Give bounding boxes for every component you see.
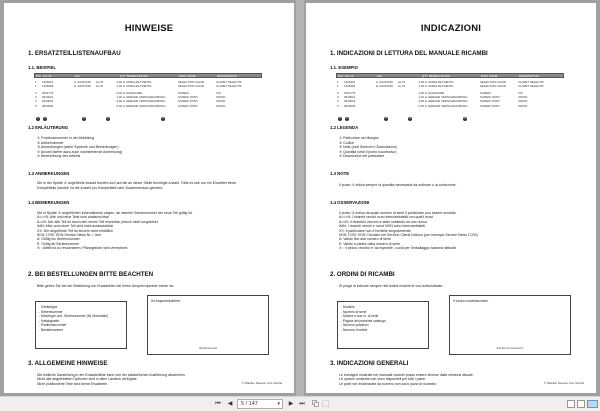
- page-left: [4, 3, 294, 393]
- table-row: 2 0001775 2,00 st SCHRAUBE SCREW VIS: [35, 90, 221, 95]
- legend-list: ① Positionsnummer in der Abbildung ② Artikelnummer ③ Anmerkungen (siehe Symbole und Bemerkungen) ④ Anzahl (siehe dazu auch nachstehende Anmerkung) ⑤ Bezeichnung des Artikels: [37, 136, 123, 159]
- subsection-heading: 1.1. BEISPIEL: [28, 65, 56, 70]
- last-page-button[interactable]: ⏭: [299, 401, 305, 407]
- example-parts-table: [336, 73, 564, 108]
- copyright: © Wacker Neuson Linz GmbH: [543, 381, 584, 385]
- column-markers: [37, 117, 244, 123]
- marker-1: 1: [339, 117, 341, 120]
- fit-width-icon: [322, 400, 329, 407]
- two-page-view-icon[interactable]: [587, 400, 598, 408]
- order-intro: Si prega di indicare sempre nell'ordine ricambi le voci sottoindicate:: [339, 284, 444, 288]
- col-header: QTY: [422, 73, 428, 78]
- subsection-heading: 1.1. ESEMPIO: [330, 65, 358, 70]
- section-heading: 3. ALLGEMEINE HINWEISE: [28, 360, 108, 367]
- col-header: PART NAME: [481, 73, 498, 78]
- page-number-input[interactable]: [237, 399, 283, 409]
- remarks-list: Die in Spalte ③ angeführten Informationen zeigen, ab welcher Seriennummer der neue Teil gültig ist. A<=>N: Alte und neue Teile sind austauschbar A=>N: Der alte Teil ist durch den neuen Teil ersetzbar, jedoch nicht umgekehrt A#N: Alter und neuer Teil sind nicht austauschbar XX: Der angeführte Teil ist einzeln nicht erhältlich KDN 17/00: KDN Service News Nr. / Jahr A: Gültig bis Seriennummer E: Gültig ab Seriennummer ④ : Altteil ist zu retournieren; Pfandgebühr wird verrechnet.: [37, 211, 193, 251]
- marker-2: 2: [44, 117, 46, 120]
- table-row: 5 0910030 2,00 st GERADE VERSCHRAUBUNG SCREW JOINT UNION: [35, 103, 226, 108]
- continuous-view-icon[interactable]: [577, 400, 585, 408]
- subsection-heading: 1.2 ERLÄUTERUNG: [28, 125, 69, 130]
- col-header: QTY: [120, 73, 126, 78]
- first-page-button[interactable]: ⏮: [215, 401, 221, 407]
- table-row: 3 0910021 1,00 st GERADE VERSCHRAUBUNG SCREW JOINT UNION: [337, 95, 528, 100]
- marker-2: 2: [346, 117, 348, 120]
- order-info-box: - Gerätetype - Seriennummer - Motortype und -Seriennummer (für Motorteile) - Katalogseite - Positionsnummer - Bestellnummer: [35, 301, 127, 349]
- subsection-heading: 1.3 NOTE: [330, 171, 350, 176]
- page-title: HINWEISE: [124, 23, 174, 34]
- column-markers: [339, 117, 546, 123]
- notes-text: Die in der Spalte ④ angeführte Anzahl bezieht sich auf die an dieser Stelle benötigte Anzahl. Falls es sich um ein Einzelteil eines Kompletteils handelt, ist die Anzahl pro Komplettteil oder Zusammenbau gemeint.: [37, 181, 237, 190]
- dealer-stamp-box: Ihr Ansprechpartner: Händlerstempel: [147, 295, 269, 355]
- section-heading: 3. INDICAZIONI GENERALI: [330, 360, 409, 367]
- order-intro: Bitte geben Sie bei der Bestellung von Ersatzteilen bei Ihrem Ansprechpartner immer an:: [37, 284, 175, 288]
- single-page-view-icon[interactable]: [567, 400, 575, 408]
- table-header: [34, 73, 262, 78]
- subsection-heading: 1.2 LEGENDA: [330, 125, 359, 130]
- example-parts-table: [34, 73, 262, 108]
- rotate-icon[interactable]: [311, 400, 319, 409]
- marker-1: 1: [37, 117, 39, 120]
- table-row: 1 1426410 A: AA007230 à+=N 1,00 st UMSCHALTVENTIL SELECTION VALVE CLAPET SELECTIF: [35, 80, 242, 85]
- col-header: Art.-Nr.: [345, 73, 355, 78]
- table-row: 1 1426410 A: AA007230 à+=N 1,00 st UMSCHALTVENTIL SELECTION VALVE CLAPET SELECTIF: [337, 80, 544, 85]
- section-heading: 2. ORDINI DI RICAMBI: [330, 271, 395, 278]
- col-header: PART NAME: [179, 73, 196, 78]
- general-notes: Le immagini mostrate nel manuale ricambi posso essere diverse dalla versione attuale. Le opzioni mostrate non sono disponibili per tutti i paesi. Le parti non evidenziate da numero non sono pazzi di ricambio.: [339, 373, 474, 386]
- notes-text: Il punto ④ indica sempre la quantità necessaria da ordinare o la confezione.: [339, 183, 457, 187]
- page-right: [306, 3, 596, 393]
- copy-page-icon: [312, 400, 319, 407]
- section-heading: 2. BEI BESTELLUNGEN BITTE BEACHTEN: [28, 271, 154, 278]
- table-row: 4 0910024 4,00 st GERADE VERSCHRAUBUNG SCREW JOINT UNION: [35, 99, 226, 104]
- subsection-heading: 1.3 ANMERKUNGEN: [28, 171, 70, 176]
- page-title: INDICAZIONI: [420, 23, 482, 34]
- table-header: [336, 73, 564, 78]
- legend-list: ① Particolare nel disegno ② Codice ③ Note (vedi Simboli e Osservazioni) ④ Quantità (vedi il punto successivo) ⑤ Descrizione del particolare: [339, 136, 397, 159]
- col-header: BEZEICHNUNG: [127, 73, 149, 78]
- section-heading: 1. INDICAZIONI DI LETTURA DEL MANUALE RICAMBI: [330, 50, 488, 57]
- general-notes: Die bildliche Darstellung in der Ersatzteilliste kann von der tatsächlichen Ausführung abweichen. Nicht alle abgebildeten Optionen sind in allen Ländern verfügbar. Nicht positionierte Teile sind keine Ersatzteile.: [37, 373, 186, 386]
- table-row: 5 0910030 2,00 st GERADE VERSCHRAUBUNG SCREW JOINT UNION: [337, 103, 528, 108]
- pdf-toolbar: [0, 396, 600, 411]
- dealer-stamp-box: Il vostro concessionario: dati del concessionario: [449, 295, 571, 355]
- section-heading: 1. ERSATZTEILLISTENAUFBAU: [28, 50, 121, 57]
- marker-3: 3: [385, 117, 387, 120]
- col-header: Pos: [36, 73, 41, 78]
- col-header: Art.-Nr.: [43, 73, 53, 78]
- table-row: 4 0910024 4,00 st GERADE VERSCHRAUBUNG SCREW JOINT UNION: [337, 99, 528, 104]
- subsection-heading: 1.4 BEMERKUNGEN: [28, 200, 70, 205]
- prev-page-button[interactable]: ◀: [227, 401, 233, 407]
- marker-4: 4: [409, 117, 411, 120]
- marker-4: 4: [107, 117, 109, 120]
- subsection-heading: 1.4 OSSERVAZIONI: [330, 200, 370, 205]
- col-header: Info: [377, 73, 382, 78]
- fit-page-icon[interactable]: [321, 400, 329, 409]
- marker-5: 5: [162, 117, 164, 120]
- next-page-button[interactable]: ▶: [288, 401, 294, 407]
- page-gutter: [296, 0, 304, 396]
- marker-5: 5: [464, 117, 466, 120]
- copyright: © Wacker Neuson Linz GmbH: [241, 381, 282, 385]
- col-header: DESIGNATION: [519, 73, 539, 78]
- marker-3: 3: [83, 117, 85, 120]
- table-row: 2 0001775 2,00 st SCHRAUBE SCREW VIS: [337, 90, 523, 95]
- remarks-list: Il punto ③ indica da quale numero di serie il particolare può essere montato. A<=>N: I ricambi vecchi sono intercambiabili con quelli nuovi. A=>N: Il ricambio vecchio è stato sostituito da uno nuovo. A#N: I ricambi vecchi e nuovi NON sono intercambiabili. XX: Il particolare non è fornibile singolarmente. KDN 17/00: KDN Circolare del Servizio Clienti NrAnno (per esempio Service News 17/00) A: Valido fino alla numero di serie E: Valido a partire dalla numero di serie ④ : Il pezzo vecchio e' da rispedire, i costi per l'imballaggio saranno fatturati: [339, 211, 478, 251]
- col-header: Pos: [338, 73, 343, 78]
- table-row: 3 0910021 1,00 st GERADE VERSCHRAUBUNG SCREW JOINT UNION: [35, 95, 226, 100]
- table-row: 1 1426409 E: AA007240 à+=N 1,00 st UMSCHALTVENTIL SELECTION VALVE CLAPET SELECTIF: [35, 84, 242, 89]
- col-header: Info: [75, 73, 80, 78]
- col-header: BEZEICHNUNG: [429, 73, 451, 78]
- page-number-value: 5 / 147: [241, 401, 258, 407]
- col-header: DESIGNATION: [217, 73, 237, 78]
- order-info-box: - Modello - Numero di serie - Motore e suo nr. di serie - Pagina del presente catalogo - Numero posizioni - Numero d'ordine: [337, 301, 429, 349]
- chevron-down-icon[interactable]: ▾: [277, 401, 280, 407]
- table-row: 1 1426409 E: AA007240 à+=N 1,00 st UMSCHALTVENTIL SELECTION VALVE CLAPET SELECTIF: [337, 84, 544, 89]
